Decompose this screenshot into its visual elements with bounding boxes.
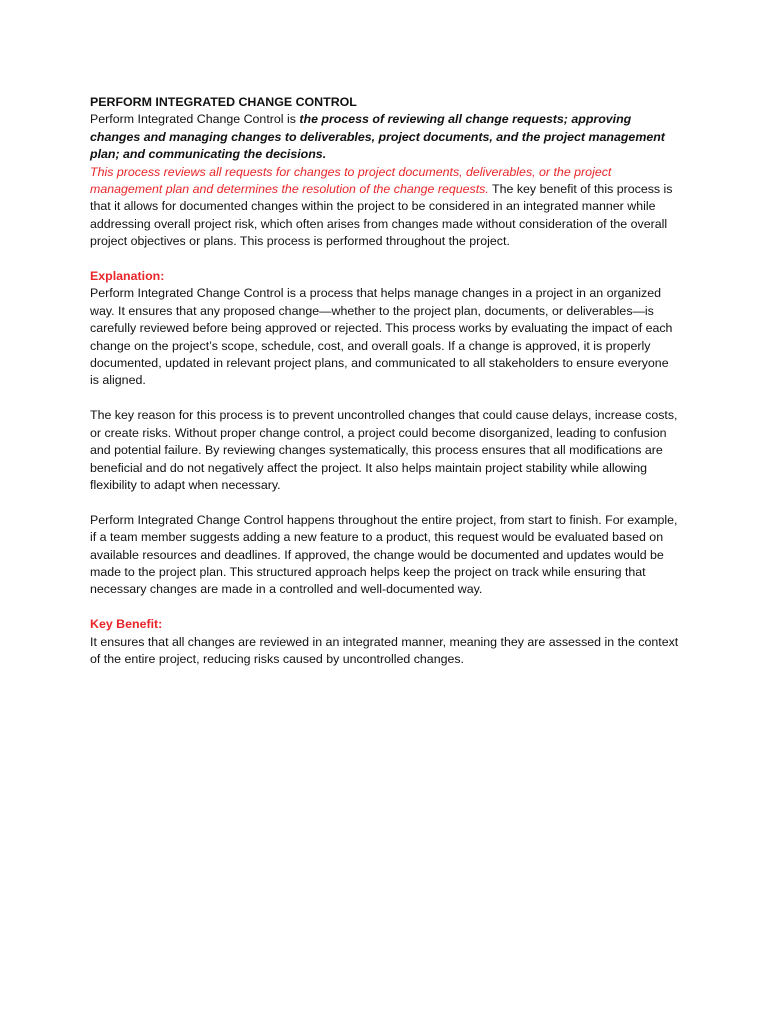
explanation-paragraph-1: Perform Integrated Change Control is a process that helps manage changes in a project in an organized way. It ensures that any proposed change—whether to the project plan, documents, or deliverables—is carefully reviewed before being approved or rejected. This process works by evaluating the impact of each change on the project’s scope, schedule, cost, and overall goals. If a change is approved, it is properly documented, updated in relevant project plans, and communicated to all stakeholders to ensure everyone is aligned. <box>90 286 673 388</box>
intro-paragraph <box>90 111 680 163</box>
explanation-paragraph-3: Perform Integrated Change Control happens throughout the entire project, from start to finish. For example, if a team member suggests adding a new feature to a product, this request would be evaluated based on available resources and deadlines. If approved, the change would be documented and updates would be made to the project plan. This structured approach helps keep the project on track while ensuring that necessary changes are made in a controlled and well-documented way. <box>90 512 678 597</box>
key-benefit-sentence: The key benefit of this process is that it allows for documented changes within the project to be considered in an integrated manner while addressing overall project risk, which often arises from changes made without consideration of the overall project objectives or plans. This process is performed throughout the project. <box>90 182 673 249</box>
explanation-heading: Explanation: <box>90 269 165 284</box>
red-statement: This process reviews all requests for changes to project documents, deliverables, or the project management plan and determines the resolution of the change requests. <box>90 164 612 197</box>
document-title: PERFORM INTEGRATED CHANGE CONTROL <box>90 95 357 109</box>
intro-definition: the process of reviewing all change requests; approving changes and managing changes to deliverables, project documents, and the project management plan; and communicating the decisions. <box>90 112 665 162</box>
process-summary-paragraph <box>90 164 680 251</box>
intro-prefix: Perform Integrated Change Control is <box>90 112 300 127</box>
key-benefit-heading: Key Benefit: <box>90 617 163 632</box>
key-benefit-paragraph: It ensures that all changes are reviewed in an integrated manner, meaning they are assessed in the context of the entire project, reducing risks caused by uncontrolled changes. <box>90 634 679 666</box>
explanation-paragraph-2: The key reason for this process is to prevent uncontrolled changes that could cause delays, increase costs, or create risks. Without proper change control, a project could become disorganized, leading to confusion and potential failure. By reviewing changes systematically, this process ensures that all modifications are beneficial and do not negatively affect the project. It also helps maintain project stability while allowing flexibility to adapt when necessary. <box>90 408 678 492</box>
document-page <box>90 94 680 668</box>
